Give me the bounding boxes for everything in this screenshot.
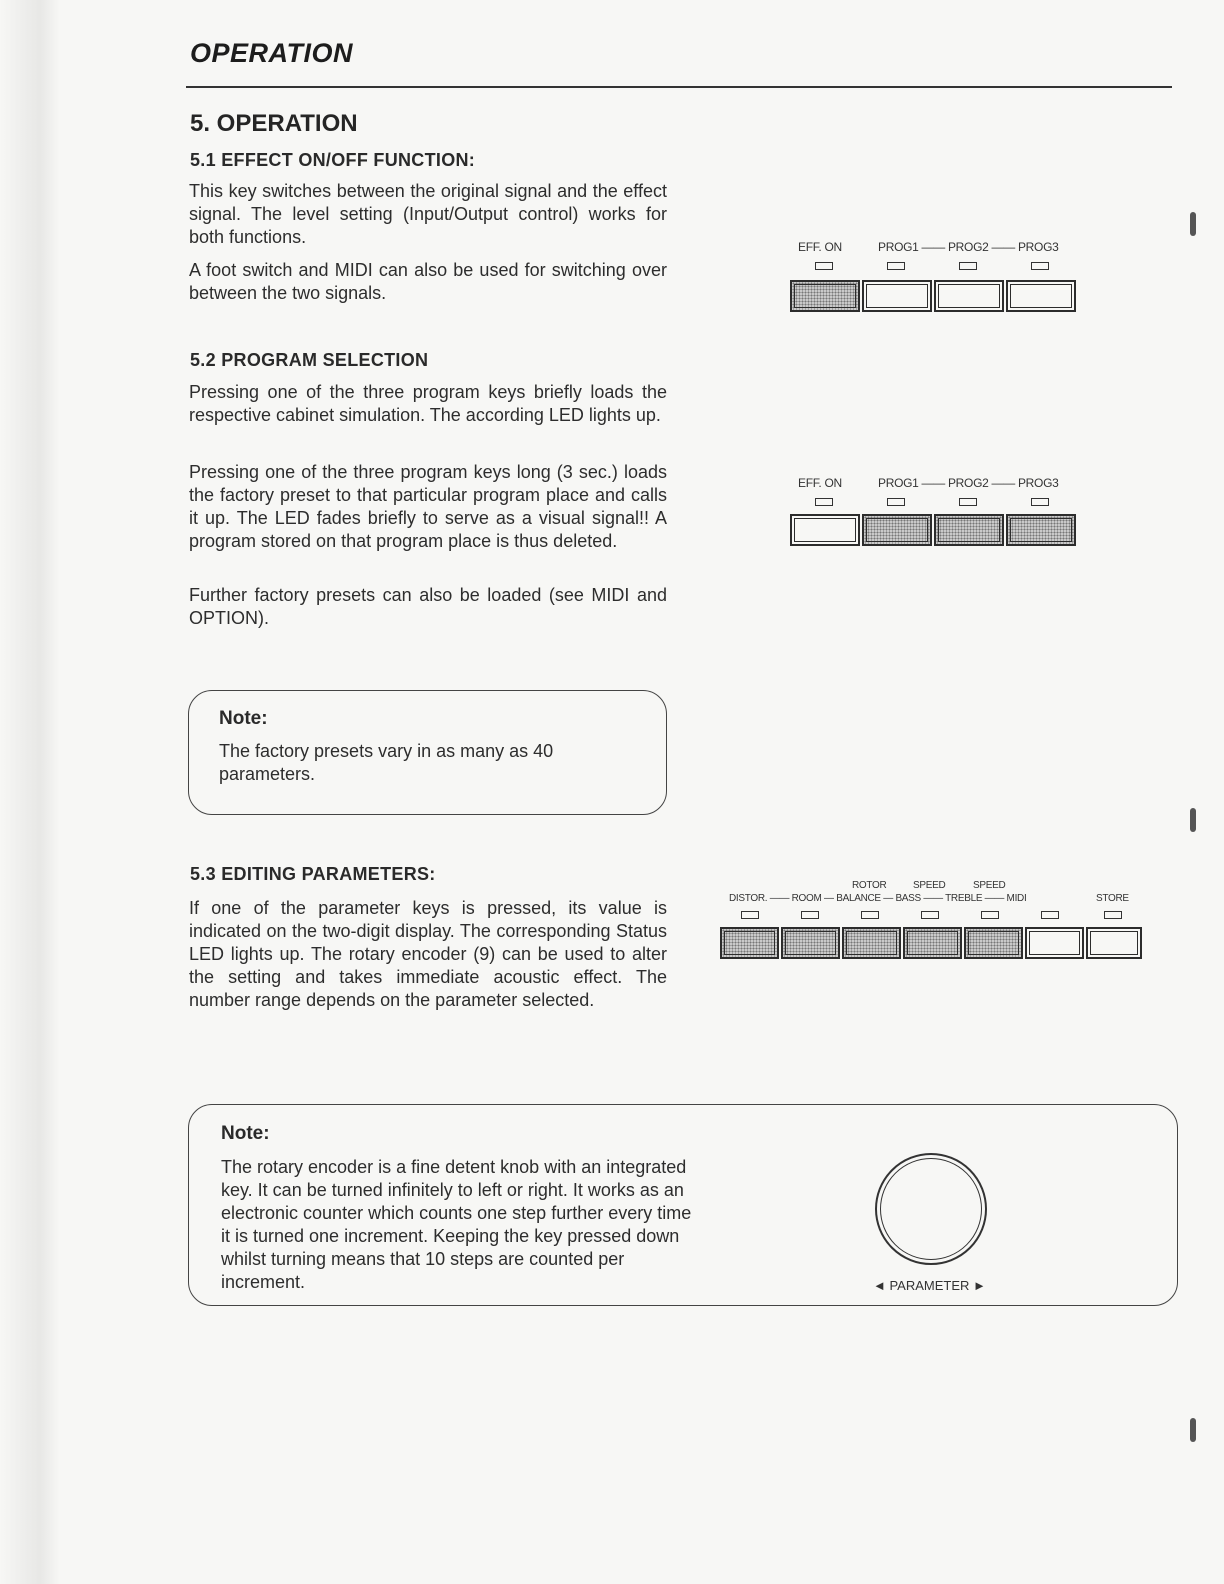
note-title: Note: xyxy=(221,1123,270,1144)
key-speed-treble[interactable] xyxy=(964,927,1023,959)
led-store xyxy=(1104,911,1122,919)
eff-on-label: EFF. ON xyxy=(798,476,842,490)
prog-labels: PROG1 —— PROG2 —— PROG3 xyxy=(878,476,1059,490)
label-speed-bass: SPEED xyxy=(913,880,946,891)
led-speed-bass xyxy=(921,911,939,919)
eff-on-label: EFF. ON xyxy=(798,240,842,254)
key-prog3[interactable] xyxy=(1006,514,1076,546)
section-5-1-title: 5.1 EFFECT ON/OFF FUNCTION: xyxy=(190,150,476,170)
prog-labels: PROG1 —— PROG2 —— PROG3 xyxy=(878,240,1059,254)
header-title: OPERATION xyxy=(190,38,354,68)
label-rotor: ROTOR xyxy=(852,880,887,891)
note-title: Note: xyxy=(219,708,268,729)
key-eff-on[interactable] xyxy=(790,280,860,312)
led-distor xyxy=(741,911,759,919)
knob-inner-ring xyxy=(880,1158,982,1260)
label-speed-treble: SPEED xyxy=(973,880,1006,891)
binder-mark xyxy=(1190,1418,1196,1442)
led-eff-on xyxy=(815,498,833,506)
parameter-labels: DISTOR. —— ROOM — BALANCE — BASS —— TREBLE —— MIDI xyxy=(729,893,1027,904)
key-prog2[interactable] xyxy=(934,514,1004,546)
key-prog1[interactable] xyxy=(862,280,932,312)
binder-mark xyxy=(1190,808,1196,832)
label-store: STORE xyxy=(1096,893,1129,904)
key-room[interactable] xyxy=(781,927,840,959)
led-eff-on xyxy=(815,262,833,270)
rotary-encoder-knob[interactable] xyxy=(875,1153,987,1265)
led-prog3 xyxy=(1031,262,1049,270)
section-5-2-paragraph-2: Pressing one of the three program keys long (3 sec.) loads the factory preset to that particular program place and calls it up. The LED fades briefly to serve as a visual signal!! A program stored on that program place is thus deleted. xyxy=(189,462,667,551)
section-5-3-title: 5.3 EDITING PARAMETERS: xyxy=(190,864,436,884)
key-eff-on[interactable] xyxy=(790,514,860,546)
led-prog1 xyxy=(887,498,905,506)
note-text: The rotary encoder is a fine detent knob with an integrated key. It can be turned infinitely to left or right. It works as an electronic counter which counts one step further every time it is turned one increment. Keeping the key pressed down whilst turning means that 10 steps are counted per increment. xyxy=(221,1157,692,1292)
section-5-1-paragraph-1: This key switches between the original signal and the effect signal. The level setting (Input/Output control) works for both functions. xyxy=(189,181,667,247)
key-prog2[interactable] xyxy=(934,280,1004,312)
key-speed-bass[interactable] xyxy=(903,927,962,959)
header-rule xyxy=(186,86,1172,88)
led-prog2 xyxy=(959,262,977,270)
led-prog1 xyxy=(887,262,905,270)
parameter-keys-panel xyxy=(720,880,1145,960)
note-box-rotary-encoder xyxy=(188,1104,1178,1306)
key-rotor-balance[interactable] xyxy=(842,927,901,959)
led-prog3 xyxy=(1031,498,1049,506)
section-5-2-paragraph-1: Pressing one of the three program keys briefly loads the respective cabinet simulation. The according LED lights up. xyxy=(189,382,667,425)
led-midi xyxy=(1041,911,1059,919)
led-speed-treble xyxy=(981,911,999,919)
led-rotor-balance xyxy=(861,911,879,919)
parameter-label: ◄ PARAMETER ► xyxy=(873,1278,986,1293)
key-distor[interactable] xyxy=(720,927,779,959)
section-5-2-title: 5.2 PROGRAM SELECTION xyxy=(190,350,429,370)
section-title: 5. OPERATION xyxy=(190,110,358,137)
binder-mark xyxy=(1190,212,1196,236)
key-midi[interactable] xyxy=(1025,927,1084,959)
section-5-1-paragraph-2: A foot switch and MIDI can also be used for switching over between the two signals. xyxy=(189,260,667,303)
key-prog3[interactable] xyxy=(1006,280,1076,312)
led-room xyxy=(801,911,819,919)
note-box-presets xyxy=(188,690,667,815)
section-5-2-paragraph-3: Further factory presets can also be loaded (see MIDI and OPTION). xyxy=(189,585,667,628)
section-5-3-paragraph-1: If one of the parameter keys is pressed, its value is indicated on the two-digit display. The corresponding Status LED lights up. The rotary encoder (9) can be used to alter the setting and takes immediate acoustic effect. The number range depends on the parameter selected. xyxy=(189,898,667,1010)
led-prog2 xyxy=(959,498,977,506)
effect-switch-panel xyxy=(790,236,1080,316)
note-text: The factory presets vary in as many as 40 parameters. xyxy=(219,741,554,784)
program-select-panel xyxy=(790,472,1080,552)
key-prog1[interactable] xyxy=(862,514,932,546)
scan-margin-shadow xyxy=(0,0,60,1584)
key-store[interactable] xyxy=(1086,927,1142,959)
